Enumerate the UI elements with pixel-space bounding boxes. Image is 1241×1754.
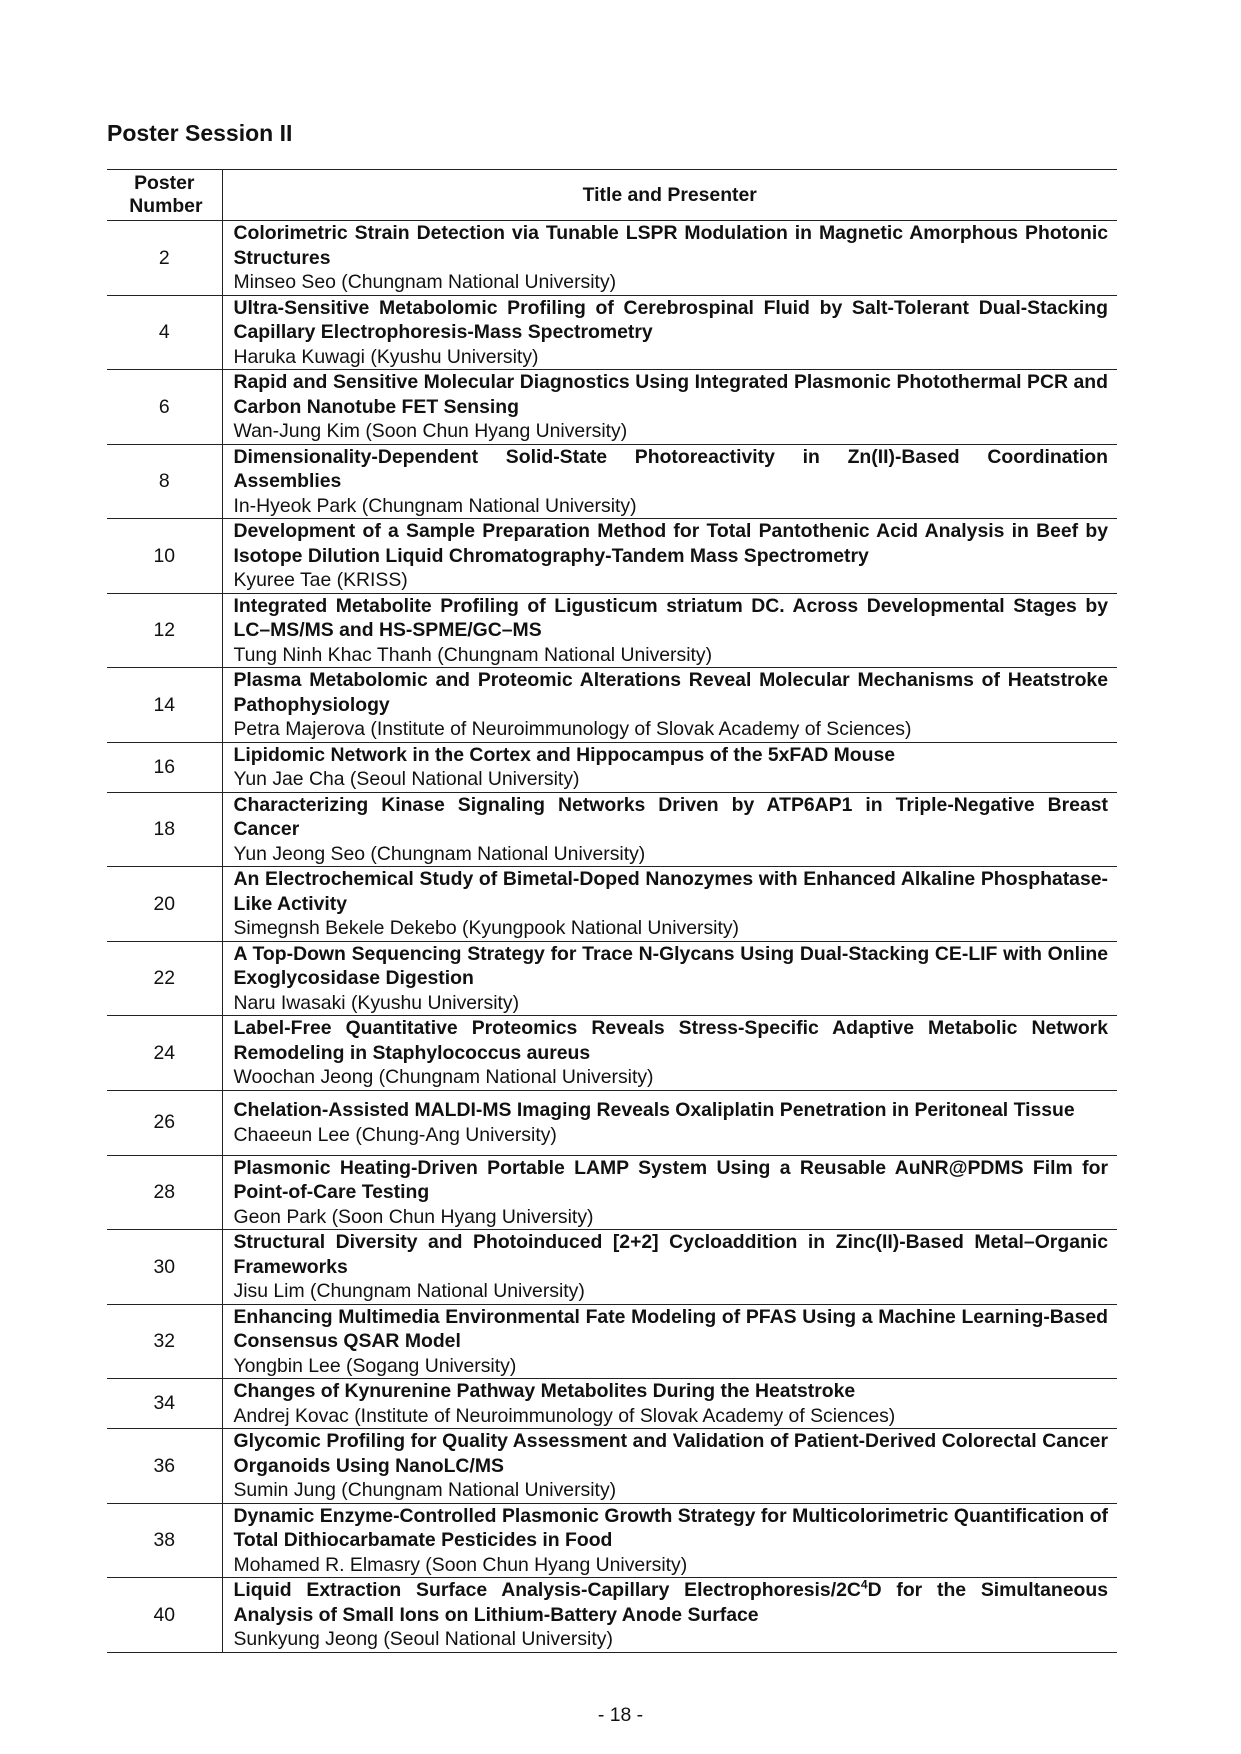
poster-number: 6 — [107, 370, 222, 445]
poster-number: 10 — [107, 519, 222, 594]
poster-title: Development of a Sample Preparation Method for Total Pantothenic Acid Analysis in Beef by Isotope Dilution Liquid Chromatography-Tandem Mass Spectrometry — [233, 520, 1108, 567]
presenter: Haruka Kuwagi (Kyushu University) — [233, 345, 539, 368]
poster-entry — [222, 1429, 1117, 1504]
poster-number: 30 — [107, 1230, 222, 1305]
poster-entry — [222, 867, 1117, 942]
poster-title: Changes of Kynurenine Pathway Metabolites During the Heatstroke — [233, 1380, 856, 1402]
table-row — [107, 1578, 1117, 1653]
presenter: Geon Park (Soon Chun Hyang University) — [233, 1205, 594, 1228]
table-row — [107, 593, 1117, 668]
poster-table — [107, 169, 1117, 1653]
poster-number: 20 — [107, 867, 222, 942]
table-row — [107, 1379, 1117, 1429]
superscript: 4 — [860, 1577, 868, 1592]
table-row — [107, 519, 1117, 594]
poster-number: 34 — [107, 1379, 222, 1429]
table-row — [107, 295, 1117, 370]
poster-entry — [222, 1155, 1117, 1230]
poster-entry — [222, 1578, 1117, 1653]
poster-entry — [222, 295, 1117, 370]
presenter: Andrej Kovac (Institute of Neuroimmunology of Slovak Academy of Sciences) — [233, 1404, 896, 1427]
poster-entry — [222, 1230, 1117, 1305]
presenter: Yun Jeong Seo (Chungnam National University) — [233, 842, 646, 865]
poster-entry — [222, 444, 1117, 519]
table-row — [107, 1304, 1117, 1379]
poster-entry — [222, 1090, 1117, 1155]
presenter: Wan-Jung Kim (Soon Chun Hyang University) — [233, 420, 628, 442]
poster-number: 32 — [107, 1304, 222, 1379]
poster-number: 18 — [107, 792, 222, 867]
poster-title: Glycomic Profiling for Quality Assessment and Validation of Patient-Derived Colorectal Cancer Organoids Using NanoLC/MS — [233, 1430, 1108, 1477]
poster-entry — [222, 1503, 1117, 1578]
poster-title-part: Liquid Extraction Surface Analysis-Capillary Electrophoresis/2C — [233, 1579, 861, 1601]
poster-number: 14 — [107, 668, 222, 743]
poster-title: Characterizing Kinase Signaling Networks Driven by ATP6AP1 in Triple-Negative Breast Cancer — [233, 793, 1108, 840]
poster-number: 2 — [107, 221, 222, 296]
poster-entry — [222, 519, 1117, 594]
poster-title: Plasmonic Heating-Driven Portable LAMP System Using a Reusable AuNR@PDMS Film for Point-of-Care Testing — [233, 1156, 1108, 1203]
poster-number: 4 — [107, 295, 222, 370]
presenter: Mohamed R. Elmasry (Soon Chun Hyang University) — [233, 1553, 688, 1576]
poster-number: 24 — [107, 1016, 222, 1091]
presenter: Yongbin Lee (Sogang University) — [233, 1354, 517, 1377]
presenter: Jisu Lim (Chungnam National University) — [233, 1280, 585, 1302]
poster-title: A Top-Down Sequencing Strategy for Trace N-Glycans Using Dual-Stacking CE-LIF with Online Exoglycosidase Digestion — [233, 942, 1108, 989]
poster-title: Plasma Metabolomic and Proteomic Alterations Reveal Molecular Mechanisms of Heatstroke Pathophysiology — [233, 669, 1108, 716]
poster-entry — [222, 1016, 1117, 1091]
presenter: Kyuree Tae (KRISS) — [233, 569, 408, 591]
table-row — [107, 1503, 1117, 1578]
presenter: Naru Iwasaki (Kyushu University) — [233, 991, 520, 1014]
poster-title: Dynamic Enzyme-Controlled Plasmonic Growth Strategy for Multicolorimetric Quantification of Total Dithiocarbamate Pesticides in Food — [233, 1504, 1108, 1551]
poster-title: Ultra-Sensitive Metabolomic Profiling of Cerebrospinal Fluid by Salt-Tolerant Dual-Stacking Capillary Electrophoresis-Mass Spectrometry — [233, 296, 1108, 343]
poster-title: Colorimetric Strain Detection via Tunable LSPR Modulation in Magnetic Amorphous Photonic Structures — [233, 222, 1108, 269]
presenter: Minseo Seo (Chungnam National University) — [233, 271, 617, 293]
presenter: Simegnsh Bekele Dekebo (Kyungpook National University) — [233, 917, 739, 939]
poster-number-header: Poster Number — [107, 170, 222, 221]
poster-number: 38 — [107, 1503, 222, 1578]
poster-title: Dimensionality-Dependent Solid-State Photoreactivity in Zn(II)-Based Coordination Assemblies — [233, 445, 1108, 492]
poster-number: 28 — [107, 1155, 222, 1230]
presenter: Tung Ninh Khac Thanh (Chungnam National University) — [233, 643, 713, 666]
session-heading: Poster Session II — [107, 120, 293, 146]
presenter: Sumin Jung (Chungnam National University) — [233, 1479, 617, 1501]
table-row — [107, 941, 1117, 1016]
poster-number: 40 — [107, 1578, 222, 1653]
table-row — [107, 221, 1117, 296]
presenter: Petra Majerova (Institute of Neuroimmunology of Slovak Academy of Sciences) — [233, 718, 912, 740]
poster-entry — [222, 370, 1117, 445]
poster-entry — [222, 1304, 1117, 1379]
poster-entry — [222, 941, 1117, 1016]
table-row — [107, 370, 1117, 445]
table-row — [107, 867, 1117, 942]
poster-title-part: D for the Simultaneous Analysis of Small Ions on Lithium-Battery Anode Surface — [233, 1579, 1109, 1626]
poster-entry — [222, 221, 1117, 296]
table-row — [107, 742, 1117, 792]
poster-title: Integrated Metabolite Profiling of Ligusticum striatum DC. Across Developmental Stages by LC–MS/MS and HS-SPME/GC–MS — [233, 594, 1108, 641]
poster-title: Chelation-Assisted MALDI-MS Imaging Reveals Oxaliplatin Penetration in Peritoneal Tissue — [233, 1099, 1075, 1121]
poster-title: Label-Free Quantitative Proteomics Reveals Stress-Specific Adaptive Metabolic Network Remodeling in Staphylococcus aureus — [233, 1017, 1108, 1064]
presenter: Sunkyung Jeong (Seoul National University) — [233, 1628, 613, 1650]
table-row — [107, 1429, 1117, 1504]
table-row — [107, 792, 1117, 867]
presenter: Chaeeun Lee (Chung-Ang University) — [233, 1123, 557, 1146]
poster-title: An Electrochemical Study of Bimetal-Doped Nanozymes with Enhanced Alkaline Phosphatase-Like Activity — [233, 868, 1108, 915]
poster-entry — [222, 792, 1117, 867]
poster-entry — [222, 1379, 1117, 1429]
presenter: Yun Jae Cha (Seoul National University) — [233, 768, 580, 790]
poster-number: 26 — [107, 1090, 222, 1155]
table-row — [107, 1016, 1117, 1091]
table-header-row — [107, 170, 1117, 221]
poster-number: 12 — [107, 593, 222, 668]
poster-number: 16 — [107, 742, 222, 792]
poster-number: 36 — [107, 1429, 222, 1504]
table-row — [107, 1090, 1117, 1155]
title-presenter-header: Title and Presenter — [222, 170, 1117, 221]
poster-entry — [222, 593, 1117, 668]
table-row — [107, 1155, 1117, 1230]
poster-title — [234, 1578, 1109, 1627]
page-number: - 18 - — [597, 1704, 644, 1726]
presenter: In-Hyeok Park (Chungnam National University) — [233, 494, 637, 517]
poster-title: Enhancing Multimedia Environmental Fate Modeling of PFAS Using a Machine Learning-Based Consensus QSAR Model — [233, 1305, 1108, 1352]
presenter: Woochan Jeong (Chungnam National University) — [233, 1066, 654, 1088]
poster-number: 8 — [107, 444, 222, 519]
poster-title: Lipidomic Network in the Cortex and Hippocampus of the 5xFAD Mouse — [233, 743, 896, 766]
table-row — [107, 1230, 1117, 1305]
table-row — [107, 444, 1117, 519]
poster-entry — [222, 668, 1117, 743]
poster-title: Rapid and Sensitive Molecular Diagnostics Using Integrated Plasmonic Photothermal PCR and Carbon Nanotube FET Sensing — [233, 371, 1108, 418]
poster-title: Structural Diversity and Photoinduced [2+2] Cycloaddition in Zinc(II)-Based Metal–Organic Frameworks — [233, 1231, 1108, 1278]
table-row — [107, 668, 1117, 743]
poster-number: 22 — [107, 941, 222, 1016]
poster-entry — [222, 742, 1117, 792]
